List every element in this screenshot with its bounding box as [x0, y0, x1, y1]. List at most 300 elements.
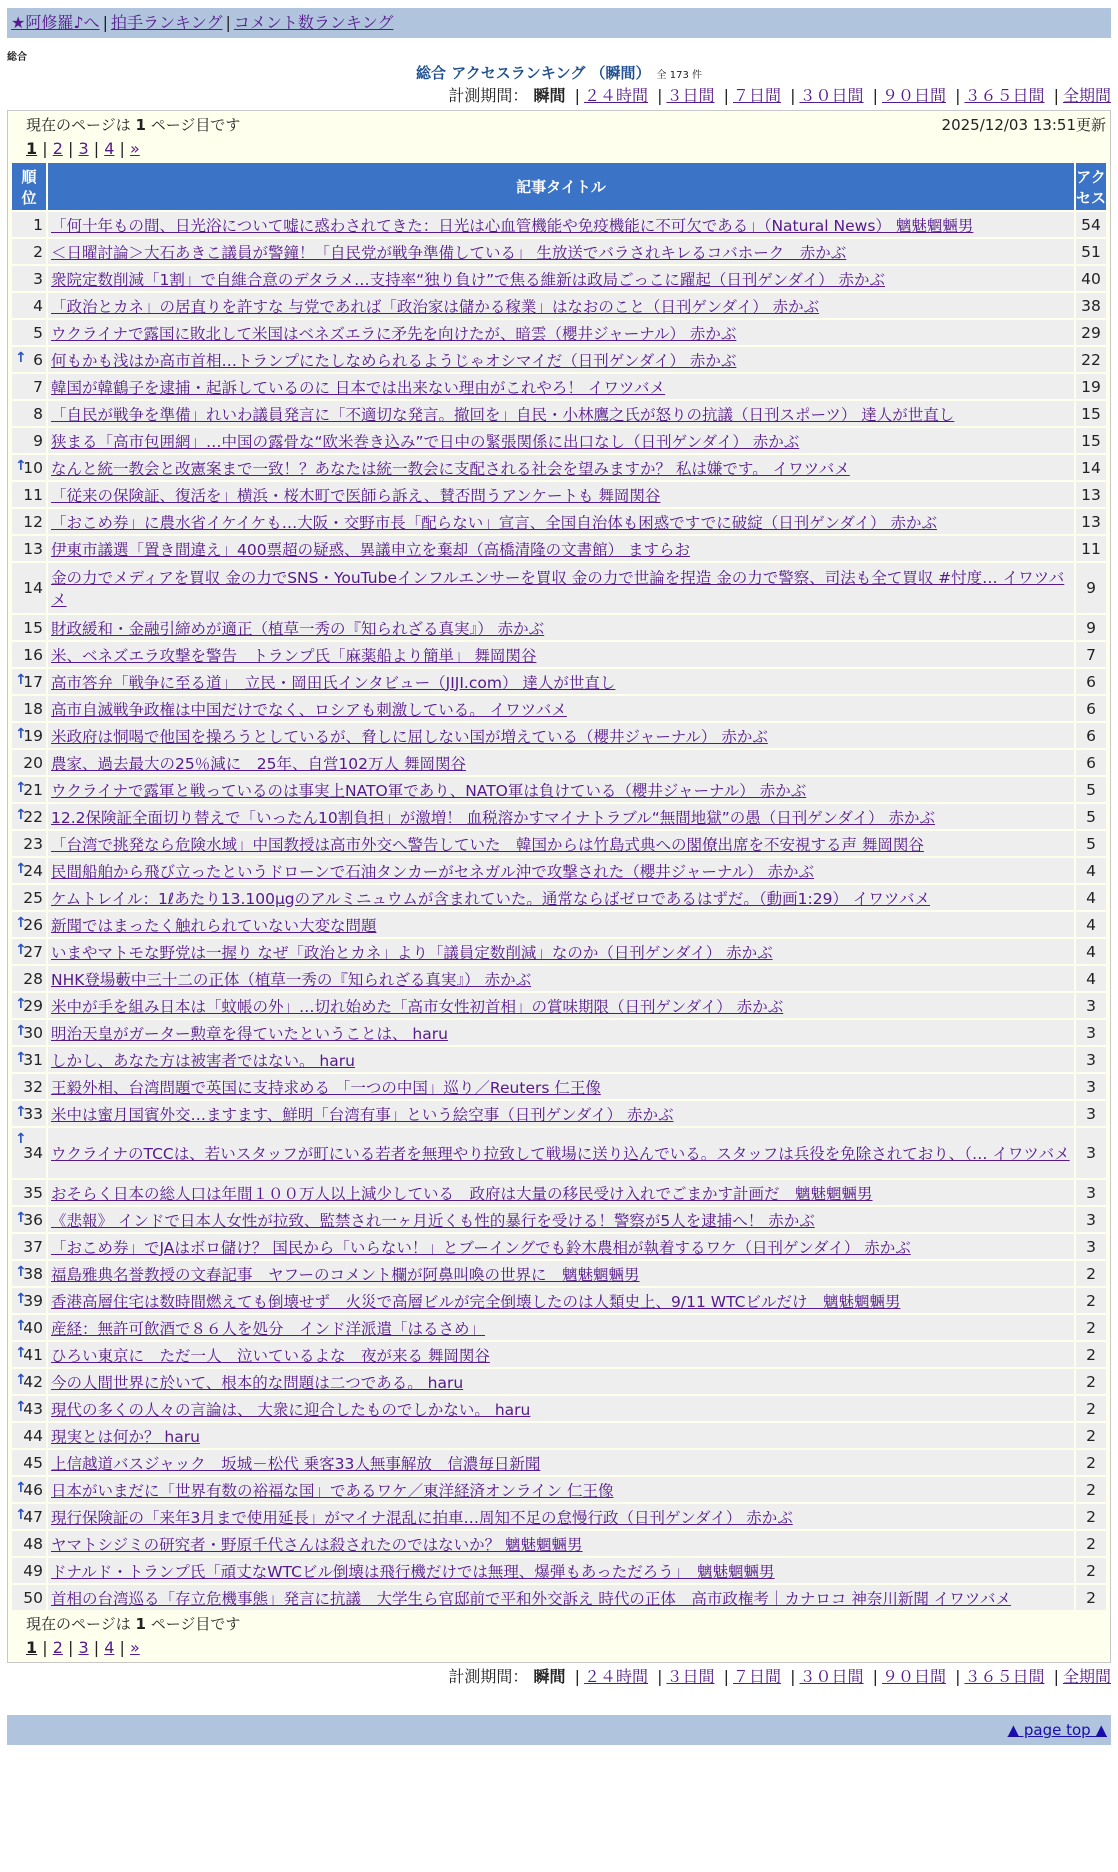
period-link[interactable]: 全期間 [1062, 86, 1111, 105]
ranking-body [12, 212, 1106, 1610]
rank-number: 44 [23, 1426, 43, 1445]
table-row [12, 1585, 1106, 1610]
rank-up-arrow-icon: ↑ [15, 861, 27, 877]
article-link[interactable]: 首相の台湾巡る「存立危機事態」発言に抗議 大学生ら官邸前で平和外交訴え 時代の正体 高市政権考｜カナロコ 神奈川新聞 イワツバメ [51, 1589, 1011, 1608]
title-cell [48, 212, 1074, 237]
title-cell [48, 1288, 1074, 1313]
article-link[interactable]: 農家、過去最大の25％減に 25年、自営102万人 舞岡関谷 [51, 754, 466, 773]
rank-up-arrow-icon: ↑ [15, 1318, 27, 1334]
rank-number: 41 [23, 1345, 43, 1364]
table-row [12, 750, 1106, 775]
page-number: 1 [135, 116, 146, 134]
rank-up-arrow-icon: ↑ [15, 1131, 27, 1147]
page-root [7, 8, 1111, 1745]
rank-up-arrow-icon: ↑ [15, 780, 27, 796]
article-link[interactable]: 米政府は恫喝で他国を操ろうとしているが、脅しに屈しない国が増えている（櫻井ジャーナル） 赤かぶ [51, 727, 768, 746]
rank-cell [12, 1477, 46, 1502]
pager-current[interactable]: 1 [26, 139, 38, 158]
title-cell [48, 374, 1074, 399]
access-count: 2 [1076, 1261, 1106, 1286]
rank-number: 45 [23, 1453, 43, 1472]
article-link[interactable]: なんと統一教会と改憲案まで一致！？あなたは統一教会に支配される社会を望みますか？ 私は嫌です。 イワツバメ [51, 459, 850, 478]
article-link[interactable]: 米中は蜜月国賓外交…ますます、鮮明「台湾有事」という絵空事（日刊ゲンダイ） 赤かぶ [51, 1105, 674, 1124]
rank-number: 3 [33, 269, 43, 288]
rank-up-arrow-icon: ↑ [15, 1050, 27, 1066]
article-link[interactable]: 民間船舶から飛び立ったというドローンで石油タンカーがセネガル沖で攻撃された（櫻井ジャーナル） 赤かぶ [51, 862, 815, 881]
rank-number: 25 [23, 888, 43, 907]
rank-cell [12, 1101, 46, 1126]
rank-number: 43 [23, 1399, 43, 1418]
table-row [12, 804, 1106, 829]
title-cell [48, 1504, 1074, 1529]
pager-next[interactable]: » [129, 1638, 140, 1657]
article-link[interactable]: 衆院定数削減「1割」で自維合意のデタラメ…支持率“独り負け”で焦る維新は政局ごっこに躍起（日刊ゲンダイ） 赤かぶ [51, 270, 886, 289]
rank-number: 36 [23, 1210, 43, 1229]
nav-separator: | [225, 13, 231, 32]
rank-number: 8 [33, 404, 43, 423]
access-count: 6 [1076, 696, 1106, 721]
title-cell [48, 1047, 1074, 1072]
table-row [12, 885, 1106, 910]
table-row [12, 1477, 1106, 1502]
access-count: 5 [1076, 831, 1106, 856]
rank-cell [12, 1020, 46, 1045]
table-row [12, 563, 1106, 613]
rank-cell [12, 1369, 46, 1394]
access-count: 2 [1076, 1450, 1106, 1475]
nav-separator: | [102, 13, 108, 32]
period-selector-top: 計測期間： 瞬間 | ２４時間 | ３日間 | ７日間 | ３０日間 | ９０日間 | ３６５日間 | 全期間 [448, 86, 1111, 105]
rank-up-arrow-icon: ↑ [15, 350, 27, 366]
rank-number: 11 [23, 485, 43, 504]
article-link[interactable]: 現行保険証の「来年3月まで使用延長」がマイナ混乱に拍車…周知不足の怠慢行政（日刊ゲンダイ） 赤かぶ [51, 1508, 793, 1527]
page-info [10, 113, 1108, 137]
table-row [12, 1342, 1106, 1367]
rank-up-arrow-icon: ↑ [15, 1480, 27, 1496]
article-link[interactable]: ＜日曜討論＞大石あきこ議員が警鐘！「自民党が戦争準備している」 生放送でバラされキレるコバホーク 赤かぶ [51, 243, 847, 262]
access-count: 54 [1076, 212, 1106, 237]
access-count: 15 [1076, 428, 1106, 453]
home-link[interactable]: ★阿修羅♪へ [11, 13, 100, 32]
article-link[interactable]: 何もかも浅はか高市首相…トランプにたしなめられるようじゃオシマイだ（日刊ゲンダイ） 赤かぶ [51, 351, 737, 370]
rank-number: 13 [23, 539, 43, 558]
pager-link[interactable]: 2 [52, 1638, 63, 1657]
period-link[interactable]: ３６５日間 [964, 1667, 1045, 1686]
article-link[interactable]: NHK登場藪中三十二の正体（植草一秀の『知られざる真実』） 赤かぶ [51, 970, 532, 989]
table-row [12, 723, 1106, 748]
article-link[interactable]: おそらく日本の総人口は年間１００万人以上減少している 政府は大量の移民受け入れでごまかす計画だ 魑魅魍魎男 [51, 1184, 873, 1203]
title-cell [48, 642, 1074, 667]
article-link[interactable]: しかし、あなた方は被害者ではない。 haru [51, 1051, 355, 1070]
article-link[interactable]: 韓国が韓鶴子を逮捕・起訴しているのに 日本では出来ない理由がこれやろ！ イワツバメ [51, 378, 666, 397]
access-count: 13 [1076, 482, 1106, 507]
article-link[interactable]: 産経：無許可飲酒で８６人を処分 インド洋派遣「はるさめ」 [51, 1319, 486, 1338]
period-link[interactable]: ２４時間 [583, 1667, 648, 1686]
table-row [12, 1504, 1106, 1529]
title-cell [48, 1531, 1074, 1556]
ranking-table [10, 161, 1108, 1612]
rank-number: 9 [33, 431, 43, 450]
article-link[interactable]: 「自民が戦争を準備」れいわ議員発言に「不適切な発言。撤回を」自民・小林鷹之氏が怒りの抗議（日刊スポーツ） 達人が世直し [51, 405, 955, 424]
rank-number: 7 [33, 377, 43, 396]
title-cell [48, 1207, 1074, 1232]
title-cell [48, 858, 1074, 883]
access-count: 2 [1076, 1423, 1106, 1448]
access-count: 2 [1076, 1342, 1106, 1367]
article-link[interactable]: 「従来の保険証、復活を」横浜・桜木町で医師ら訴え、賛否問うアンケートも 舞岡関谷 [51, 486, 661, 505]
bottom-bar [7, 1715, 1111, 1745]
article-link[interactable]: 香港高層住宅は数時間燃えても倒壊せず 火災で高層ビルが完全倒壊したのは人類史上、9/11 WTCビルだけ 魑魅魍魎男 [51, 1292, 901, 1311]
access-count: 22 [1076, 347, 1106, 372]
article-link[interactable]: 「おこめ券」でJAはボロ儲け？ 国民から「いらない！」とブーイングでも鈴木農相が執着するワケ（日刊ゲンダイ） 赤かぶ [51, 1238, 911, 1257]
table-row [12, 1261, 1106, 1286]
rank-number: 31 [23, 1050, 43, 1069]
title-cell [48, 669, 1074, 694]
access-count: 3 [1076, 1180, 1106, 1205]
article-link[interactable]: 米、ベネズエラ攻撃を警告 トランプ氏「麻薬船より簡単」 舞岡関谷 [51, 646, 537, 665]
rank-number: 20 [23, 753, 43, 772]
rank-number: 17 [23, 672, 43, 691]
rank-cell [12, 858, 46, 883]
rank-number: 42 [23, 1372, 43, 1391]
header-access: アク セス [1076, 163, 1106, 210]
period-link[interactable]: ９０日間 [881, 1667, 946, 1686]
article-link[interactable]: ヤマトシジミの研究者・野原千代さんは殺されたのではないか？ 魑魅魍魎男 [51, 1535, 583, 1554]
period-link[interactable]: ３６５日間 [964, 86, 1045, 105]
article-link[interactable]: いまやマトモな野党は一握り なぜ「政治とカネ」より「議員定数削減」なのか（日刊ゲンダイ） 赤かぶ [51, 943, 773, 962]
pager-current[interactable]: 1 [26, 1638, 38, 1657]
title-cell [48, 1450, 1074, 1475]
article-link[interactable]: 明治天皇がガーター勲章を得ていたということは、 haru [51, 1024, 448, 1043]
page-info-suffix: ページ目です [150, 116, 241, 134]
rank-up-arrow-icon: ↑ [15, 1345, 27, 1361]
rank-number: 48 [23, 1534, 43, 1553]
article-link[interactable]: ケムトレイル：1ℓあたり13.100μgのアルミニュウムが含まれていた。通常ならばゼロであるはずだ。（動画1:29） イワツバメ [51, 889, 931, 908]
title-cell [48, 1180, 1074, 1205]
rank-number: 23 [23, 834, 43, 853]
rank-up-arrow-icon: ↑ [15, 458, 27, 474]
rank-number: 16 [23, 645, 43, 664]
table-row [12, 1450, 1106, 1475]
article-link[interactable]: 高市自滅戦争政権は中国だけでなく、ロシアも刺激している。 イワツバメ [51, 700, 567, 719]
article-link[interactable]: ウクライナで露国に敗北して米国はベネズエラに矛先を向けたが、暗雲（櫻井ジャーナル） 赤かぶ [51, 324, 737, 343]
rank-number: 19 [23, 726, 43, 745]
table-row [12, 320, 1106, 345]
rank-cell [12, 939, 46, 964]
pager-bottom: 1 | 2 | 3 | 4 | » [26, 1638, 140, 1657]
rank-cell [12, 723, 46, 748]
table-row [12, 1531, 1106, 1556]
title-cell [48, 1315, 1074, 1340]
title-cell [48, 912, 1074, 937]
rank-number: 30 [23, 1023, 43, 1042]
rank-number: 32 [23, 1077, 43, 1096]
header-rank: 順 位 [12, 163, 46, 210]
period-link[interactable]: ３日間 [666, 1667, 715, 1686]
access-count: 40 [1076, 266, 1106, 291]
rank-cell [12, 912, 46, 937]
title-cell [48, 320, 1074, 345]
access-count: 3 [1076, 1128, 1106, 1178]
rank-cell [12, 1423, 46, 1448]
rank-cell [12, 509, 46, 534]
access-count: 2 [1076, 1315, 1106, 1340]
article-link[interactable]: 伊東市議選「置き間違え」400票超の疑惑、異議申立を棄却（高橋清隆の文書館） ますらお [51, 540, 691, 559]
rank-cell [12, 1074, 46, 1099]
title-cell [48, 1074, 1074, 1099]
period-label: 計測期間： [448, 1667, 529, 1686]
title-cell [48, 293, 1074, 318]
rank-up-arrow-icon: ↑ [15, 1399, 27, 1415]
pager-link[interactable]: 2 [52, 139, 63, 158]
rank-cell [12, 401, 46, 426]
period-link[interactable]: ３０日間 [799, 86, 864, 105]
access-count: 6 [1076, 723, 1106, 748]
table-row [12, 509, 1106, 534]
article-link[interactable]: 「台湾で挑発なら危険水域」中国教授は高市外交へ警告していた 韓国からは竹島式典への閣僚出席を不安視する声 舞岡関谷 [51, 835, 924, 854]
rank-cell [12, 455, 46, 480]
access-count: 14 [1076, 455, 1106, 480]
rank-cell [12, 831, 46, 856]
period-link[interactable]: 全期間 [1062, 1667, 1111, 1686]
title-cell [48, 1261, 1074, 1286]
article-link[interactable]: 「何十年もの間、日光浴について嘘に惑わされてきた：日光は心血管機能や免疫機能に不可欠である」（Natural News） 魑魅魍魎男 [51, 216, 974, 235]
applause-ranking-link[interactable]: 拍手ランキング [110, 13, 223, 32]
category-label: 総合 [7, 52, 27, 63]
page-top-link[interactable]: ▲ page top ▲ [1007, 1721, 1107, 1739]
access-count: 2 [1076, 1558, 1106, 1583]
access-count: 3 [1076, 993, 1106, 1018]
table-row [12, 1558, 1106, 1583]
period-link[interactable]: ３０日間 [799, 1667, 864, 1686]
article-link[interactable]: ウクライナで露軍と戦っているのは事実上NATO軍であり、NATO軍は負けている（櫻井ジャーナル） 赤かぶ [51, 781, 807, 800]
rank-cell [12, 1288, 46, 1313]
period-current: 瞬間 [533, 86, 566, 105]
rank-up-arrow-icon: ↑ [15, 1210, 27, 1226]
article-link[interactable]: 高市答弁「戦争に至る道」 立民・岡田氏インタビュー（JIJI.com） 達人が世直し [51, 673, 616, 692]
article-link[interactable]: 米中が手を組み日本は「蚊帳の外」…切れ始めた「高市女性初首相」の賞味期限（日刊ゲンダイ） 赤かぶ [51, 997, 784, 1016]
title-cell [48, 1477, 1074, 1502]
access-count: 13 [1076, 509, 1106, 534]
access-count: 4 [1076, 885, 1106, 910]
rank-up-arrow-icon: ↑ [15, 915, 27, 931]
access-count: 9 [1076, 615, 1106, 640]
rank-cell [12, 615, 46, 640]
rank-cell [12, 293, 46, 318]
rank-cell [12, 212, 46, 237]
table-row [12, 374, 1106, 399]
rank-cell [12, 1504, 46, 1529]
article-link[interactable]: 「おこめ券」に農水省イケイケも…大阪・交野市長「配らない」宣言、全国自治体も困惑ですでに破綻（日刊ゲンダイ） 赤かぶ [51, 513, 937, 532]
access-count: 11 [1076, 536, 1106, 561]
rank-cell [12, 1585, 46, 1610]
article-link[interactable]: 《悲報》 インドで日本人女性が拉致、監禁され一ヶ月近くも性的暴行を受ける！警察が5人を逮捕へ！ 赤かぶ [51, 1211, 815, 1230]
rank-number: 34 [23, 1144, 43, 1162]
table-row [12, 212, 1106, 237]
rank-up-arrow-icon: ↑ [15, 672, 27, 688]
article-link[interactable]: 上信越道バスジャック 坂城－松代 乗客33人無事解放 信濃毎日新聞 [51, 1454, 541, 1473]
article-link[interactable]: 新聞ではまったく触れられていない大変な問題 [51, 916, 377, 935]
access-count: 2 [1076, 1477, 1106, 1502]
rank-number: 24 [23, 861, 43, 880]
article-link[interactable]: 財政緩和・金融引締めが適正（植草一秀の『知られざる真実』） 赤かぶ [51, 619, 545, 638]
access-count: 38 [1076, 293, 1106, 318]
article-link[interactable]: 12.2保険証全面切り替えで「いったん10割負担」が激増！ 血税溶かすマイナトラブル“無間地獄”の愚（日刊ゲンダイ） 赤かぶ [51, 808, 935, 827]
article-link[interactable]: ひろい東京に ただ一人 泣いているよな 夜が来る 舞岡関谷 [51, 1346, 490, 1365]
rank-cell [12, 1047, 46, 1072]
period-link[interactable]: ７日間 [732, 86, 781, 105]
rank-cell [12, 1531, 46, 1556]
rank-cell [12, 347, 46, 372]
rank-number: 18 [23, 699, 43, 718]
rank-number: 12 [23, 512, 43, 531]
rank-cell [12, 1261, 46, 1286]
page-info-bottom [10, 1612, 1108, 1636]
title-cell [48, 536, 1074, 561]
table-row [12, 939, 1106, 964]
title-cell [48, 723, 1074, 748]
rank-number: 37 [23, 1237, 43, 1256]
title-cell [48, 1020, 1074, 1045]
access-count: 15 [1076, 401, 1106, 426]
table-row [12, 831, 1106, 856]
rank-number: 50 [23, 1588, 43, 1607]
pager-link[interactable]: 4 [104, 139, 115, 158]
table-row [12, 266, 1106, 291]
period-link[interactable]: ２４時間 [583, 86, 648, 105]
table-row [12, 912, 1106, 937]
rank-number: 49 [23, 1561, 43, 1580]
rank-number: 28 [23, 969, 43, 988]
pager-next[interactable]: » [129, 139, 140, 158]
title-cell [48, 885, 1074, 910]
rank-number: 15 [23, 618, 43, 637]
rank-up-arrow-icon: ↑ [15, 807, 27, 823]
rank-cell [12, 1558, 46, 1583]
table-row [12, 455, 1106, 480]
rank-cell [12, 239, 46, 264]
article-link[interactable]: 現実とは何か？ haru [51, 1427, 200, 1446]
rank-cell [12, 482, 46, 507]
title-cell [48, 939, 1074, 964]
period-link[interactable]: ３日間 [666, 86, 715, 105]
access-count: 19 [1076, 374, 1106, 399]
table-row [12, 401, 1106, 426]
pager-link[interactable]: 3 [78, 139, 89, 158]
rank-cell [12, 885, 46, 910]
title-cell [48, 1128, 1074, 1178]
article-link[interactable]: 福島雅典名誉教授の文春記事 ヤフーのコメント欄が阿鼻叫喚の世界に 魑魅魍魎男 [51, 1265, 640, 1284]
article-link[interactable]: 日本がいまだに「世界有数の裕福な国」であるワケ／東洋経済オンライン 仁王像 [51, 1481, 614, 1500]
period-link[interactable]: ７日間 [732, 1667, 781, 1686]
rank-up-arrow-icon: ↑ [15, 1104, 27, 1120]
rank-up-arrow-icon: ↑ [15, 1291, 27, 1307]
header-title: 記事タイトル [48, 163, 1074, 210]
table-row [12, 1128, 1106, 1178]
table-row [12, 615, 1106, 640]
table-row [12, 1074, 1106, 1099]
table-row [12, 1369, 1106, 1394]
rank-number: 27 [23, 942, 43, 961]
period-selector-bottom: 計測期間： 瞬間 | ２４時間 | ３日間 | ７日間 | ３０日間 | ９０日間 | ３６５日間 | 全期間 [448, 1667, 1111, 1686]
rank-cell [12, 266, 46, 291]
pager-link[interactable]: 4 [104, 1638, 115, 1657]
rank-cell [12, 1450, 46, 1475]
ranking-title-row [7, 62, 1111, 84]
article-link[interactable]: ウクライナのTCCは、若いスタッフが町にいる若者を無理やり拉致して戦場に送り込んでいる。スタッフは兵役を免除されており、（… イワツバメ [51, 1145, 1070, 1163]
title-cell [48, 1423, 1074, 1448]
article-link[interactable]: 金の力でメディアを買収 金の力でSNS・YouTubeインフルエンサーを買収 金の力で世論を捏造 金の力で警察、司法も全て買収 #忖度… イワツバメ [51, 569, 1065, 609]
table-row [12, 347, 1106, 372]
rank-number: 38 [23, 1264, 43, 1283]
period-current: 瞬間 [533, 1667, 566, 1686]
table-row [12, 993, 1106, 1018]
access-count: 3 [1076, 1207, 1106, 1232]
title-cell [48, 1585, 1074, 1610]
rank-cell [12, 993, 46, 1018]
rank-cell [12, 804, 46, 829]
access-count: 2 [1076, 1288, 1106, 1313]
rank-number: 47 [23, 1507, 43, 1526]
top-nav [7, 8, 1111, 38]
article-link[interactable]: 狭まる「高市包囲網」…中国の露骨な“欧米巻き込み”で日中の緊張関係に出口なし（日刊ゲンダイ） 赤かぶ [51, 432, 800, 451]
article-link[interactable]: 「政治とカネ」の居直りを許すな 与党であれば「政治家は儲かる稼業」はなおのこと（日刊ゲンダイ） 赤かぶ [51, 297, 820, 316]
access-count: 3 [1076, 1234, 1106, 1259]
table-row [12, 1396, 1106, 1421]
title-cell [48, 1558, 1074, 1583]
pager-link[interactable]: 3 [78, 1638, 89, 1657]
table-row [12, 482, 1106, 507]
table-row [12, 858, 1106, 883]
rank-cell [12, 777, 46, 802]
table-row [12, 1207, 1106, 1232]
access-count: 2 [1076, 1504, 1106, 1529]
article-link[interactable]: 王毅外相、台湾問題で英国に支持求める 「一つの中国」巡り／Reuters 仁王像 [51, 1078, 601, 1097]
title-cell [48, 750, 1074, 775]
title-cell [48, 266, 1074, 291]
title-cell [48, 993, 1074, 1018]
rank-number: 2 [33, 242, 43, 261]
article-link[interactable]: 現代の多くの人々の言論は、 大衆に迎合したものでしかない。 haru [51, 1400, 531, 1419]
article-link[interactable]: ドナルド・トランプ氏「頑丈なWTCビル倒壊は飛行機だけでは無理、爆弾もあっただろう」 魑魅魍魎男 [51, 1562, 775, 1581]
access-count: 4 [1076, 966, 1106, 991]
page-number: 1 [135, 1615, 146, 1633]
rank-cell [12, 1342, 46, 1367]
comment-ranking-link[interactable]: コメント数ランキング [233, 13, 394, 32]
table-row [12, 669, 1106, 694]
title-cell [48, 615, 1074, 640]
rank-up-arrow-icon: ↑ [15, 1507, 27, 1523]
article-link[interactable]: 今の人間世界に於いて、根本的な問題は二つである。 haru [51, 1373, 464, 1392]
access-count: 2 [1076, 1585, 1106, 1610]
period-link[interactable]: ９０日間 [881, 86, 946, 105]
rank-cell [12, 1207, 46, 1232]
rank-cell [12, 642, 46, 667]
access-count: 5 [1076, 777, 1106, 802]
access-count: 7 [1076, 642, 1106, 667]
table-header-row [12, 163, 1106, 210]
title-cell [48, 401, 1074, 426]
page-title: 総合 アクセスランキング （瞬間） [416, 64, 651, 82]
rank-up-arrow-icon: ↑ [15, 1372, 27, 1388]
access-count: 5 [1076, 804, 1106, 829]
rank-cell [12, 563, 46, 613]
table-row [12, 696, 1106, 721]
rank-number: 33 [23, 1104, 43, 1123]
rank-up-arrow-icon: ↑ [15, 942, 27, 958]
access-count: 3 [1076, 1047, 1106, 1072]
rank-number: 22 [23, 807, 43, 826]
